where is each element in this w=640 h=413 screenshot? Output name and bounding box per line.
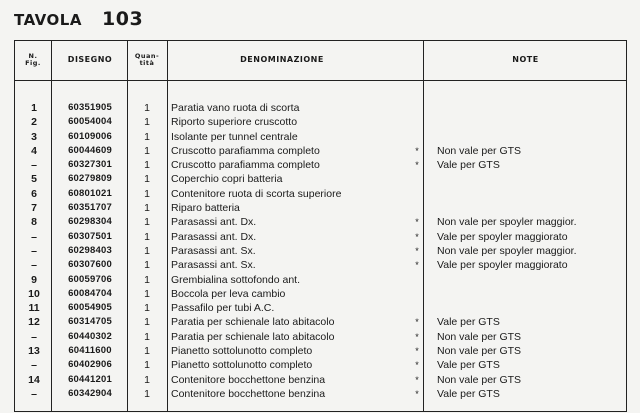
parts-table — [14, 40, 627, 412]
row-note: Non vale per GTS — [437, 373, 522, 386]
row-asterisk: * — [415, 145, 419, 156]
row-note: Vale per GTS — [437, 316, 500, 329]
row-note: Non vale per spoyler maggior. — [437, 216, 577, 229]
row-drawing-number: 60351707 — [68, 202, 112, 214]
table-row — [15, 358, 626, 372]
row-quantity: 1 — [144, 273, 150, 286]
row-asterisk: * — [415, 360, 419, 371]
row-description: Parasassi ant. Sx. — [171, 244, 256, 257]
row-quantity: 1 — [144, 216, 150, 229]
row-description: Contenitore ruota di scorta superiore — [171, 187, 342, 200]
row-quantity: 1 — [144, 173, 150, 186]
table-row — [15, 301, 626, 315]
row-fig-number: 5 — [31, 173, 37, 186]
row-description: Pianetto sottolunotto completo — [171, 345, 313, 358]
row-quantity: 1 — [144, 187, 150, 200]
row-drawing-number: 60059706 — [68, 273, 112, 285]
row-quantity: 1 — [144, 230, 150, 243]
row-quantity: 1 — [144, 287, 150, 300]
header-quantita: Quan- tità — [134, 51, 160, 67]
row-quantity: 1 — [144, 316, 150, 329]
table-row — [15, 187, 626, 201]
row-fig-number: – — [31, 330, 37, 343]
row-fig-number: 7 — [31, 202, 37, 215]
row-description: Cruscotto parafiamma completo — [171, 159, 320, 172]
row-drawing-number: 60351905 — [68, 102, 112, 113]
row-description: Riparo batteria — [171, 202, 240, 215]
row-fig-number: 11 — [28, 302, 40, 315]
row-description: Isolante per tunnel centrale — [171, 130, 298, 143]
row-description: Contenitore bocchettone benzina — [171, 387, 326, 400]
row-description: Paratia vano ruota di scorta — [171, 102, 300, 114]
row-fig-number: – — [31, 230, 37, 243]
row-fig-number: – — [31, 244, 37, 257]
row-description: Contenitore bocchettone benzina — [171, 373, 326, 386]
row-fig-number: 2 — [31, 116, 37, 129]
row-fig-number: 1 — [31, 102, 37, 114]
table-row — [15, 344, 626, 358]
row-description: Pianetto sottolunotto completo — [171, 359, 313, 372]
row-fig-number: 6 — [31, 187, 37, 200]
row-drawing-number: 60307600 — [68, 259, 112, 271]
row-quantity: 1 — [144, 130, 150, 143]
table-row — [15, 287, 626, 301]
row-description: Grembialina sottofondo ant. — [171, 273, 300, 286]
row-asterisk: * — [415, 331, 419, 342]
page-title — [14, 8, 143, 30]
row-description: Parasassi ant. Dx. — [171, 216, 257, 229]
row-quantity: 1 — [144, 159, 150, 172]
header-note: NOTE — [512, 54, 539, 64]
row-description: Boccola per leva cambio — [171, 287, 286, 300]
table-row — [15, 273, 626, 287]
row-asterisk: * — [415, 388, 419, 399]
row-fig-number: – — [31, 159, 37, 172]
row-description: Passafilo per tubi A.C. — [171, 302, 275, 315]
row-fig-number: 10 — [28, 287, 40, 300]
table-row — [15, 101, 626, 115]
row-description: Riporto superiore cruscotto — [171, 116, 298, 129]
table-row — [15, 144, 626, 158]
row-quantity: 1 — [144, 359, 150, 372]
row-drawing-number: 60054004 — [68, 116, 112, 128]
table-row — [15, 130, 626, 144]
row-drawing-number: 60044609 — [68, 144, 112, 156]
row-drawing-number: 60327301 — [68, 159, 112, 171]
row-asterisk: * — [415, 346, 419, 357]
row-note: Non vale per spoyler maggior. — [437, 244, 577, 257]
header-fig: N. Fig. — [25, 51, 41, 67]
header-disegno: DISEGNO — [67, 54, 113, 64]
row-quantity: 1 — [144, 144, 150, 157]
table-row — [15, 387, 626, 401]
row-fig-number: – — [31, 259, 37, 272]
table-row — [15, 315, 626, 329]
table-row — [15, 115, 626, 129]
row-description: Paratia per schienale lato abitacolo — [171, 316, 335, 329]
row-drawing-number: 60298304 — [68, 216, 112, 228]
row-quantity: 1 — [144, 330, 150, 343]
row-quantity: 1 — [144, 259, 150, 272]
row-quantity: 1 — [144, 244, 150, 257]
row-drawing-number: 60342904 — [68, 387, 112, 399]
row-drawing-number: 60440302 — [68, 330, 112, 342]
row-drawing-number: 60411600 — [68, 345, 112, 357]
row-drawing-number: 60801021 — [68, 187, 112, 199]
row-note: Non vale per GTS — [437, 144, 522, 157]
header-denominazione: DENOMINAZIONE — [240, 54, 324, 64]
row-note: Vale per GTS — [437, 159, 500, 172]
row-asterisk: * — [415, 217, 419, 228]
table-body — [15, 101, 626, 401]
row-drawing-number: 60109006 — [68, 130, 112, 142]
title-word: TAVOLA — [14, 11, 82, 29]
row-asterisk: * — [415, 317, 419, 328]
row-asterisk: * — [415, 374, 419, 385]
table-header — [15, 41, 626, 81]
row-fig-number: – — [31, 387, 37, 400]
row-note: Vale per spoyler maggiorato — [437, 259, 568, 272]
row-note: Vale per GTS — [437, 387, 500, 400]
row-fig-number: 4 — [31, 144, 37, 157]
row-asterisk: * — [415, 231, 419, 242]
table-row — [15, 230, 626, 244]
row-drawing-number: 60298403 — [68, 244, 112, 256]
row-asterisk: * — [415, 160, 419, 171]
row-quantity: 1 — [144, 387, 150, 400]
title-number: 103 — [102, 8, 144, 30]
row-note: Non vale per GTS — [437, 345, 522, 358]
table-row — [15, 201, 626, 215]
row-drawing-number: 60084704 — [68, 287, 112, 299]
row-note: Non vale per GTS — [437, 330, 522, 343]
table-row — [15, 330, 626, 344]
row-description: Parasassi ant. Sx. — [171, 259, 256, 272]
table-row — [15, 215, 626, 229]
row-drawing-number: 60441201 — [68, 373, 112, 385]
row-drawing-number: 60402906 — [68, 359, 112, 371]
table-row — [15, 158, 626, 172]
table-row — [15, 373, 626, 387]
row-description: Cruscotto parafiamma completo — [171, 144, 320, 157]
row-quantity: 1 — [144, 345, 150, 358]
row-fig-number: 13 — [28, 345, 40, 358]
row-description: Coperchio copri batteria — [171, 173, 283, 186]
table-row — [15, 172, 626, 186]
row-note: Vale per GTS — [437, 359, 500, 372]
row-fig-number: 14 — [28, 373, 40, 386]
row-asterisk: * — [415, 245, 419, 256]
row-fig-number: 9 — [31, 273, 37, 286]
row-description: Parasassi ant. Dx. — [171, 230, 257, 243]
row-quantity: 1 — [144, 302, 150, 315]
row-fig-number: 8 — [31, 216, 37, 229]
row-quantity: 1 — [144, 202, 150, 215]
table-row — [15, 244, 626, 258]
table-row — [15, 258, 626, 272]
row-note: Vale per spoyler maggiorato — [437, 230, 568, 243]
row-drawing-number: 60279809 — [68, 173, 112, 185]
row-quantity: 1 — [144, 373, 150, 386]
row-description: Paratia per schienale lato abitacolo — [171, 330, 335, 343]
row-asterisk: * — [415, 260, 419, 271]
row-fig-number: 3 — [31, 130, 37, 143]
row-quantity: 1 — [144, 116, 150, 129]
row-drawing-number: 60314705 — [68, 316, 112, 328]
row-fig-number: 12 — [28, 316, 40, 329]
row-quantity: 1 — [144, 102, 150, 114]
row-fig-number: – — [31, 359, 37, 372]
row-drawing-number: 60307501 — [68, 230, 112, 242]
row-drawing-number: 60054905 — [68, 302, 112, 314]
